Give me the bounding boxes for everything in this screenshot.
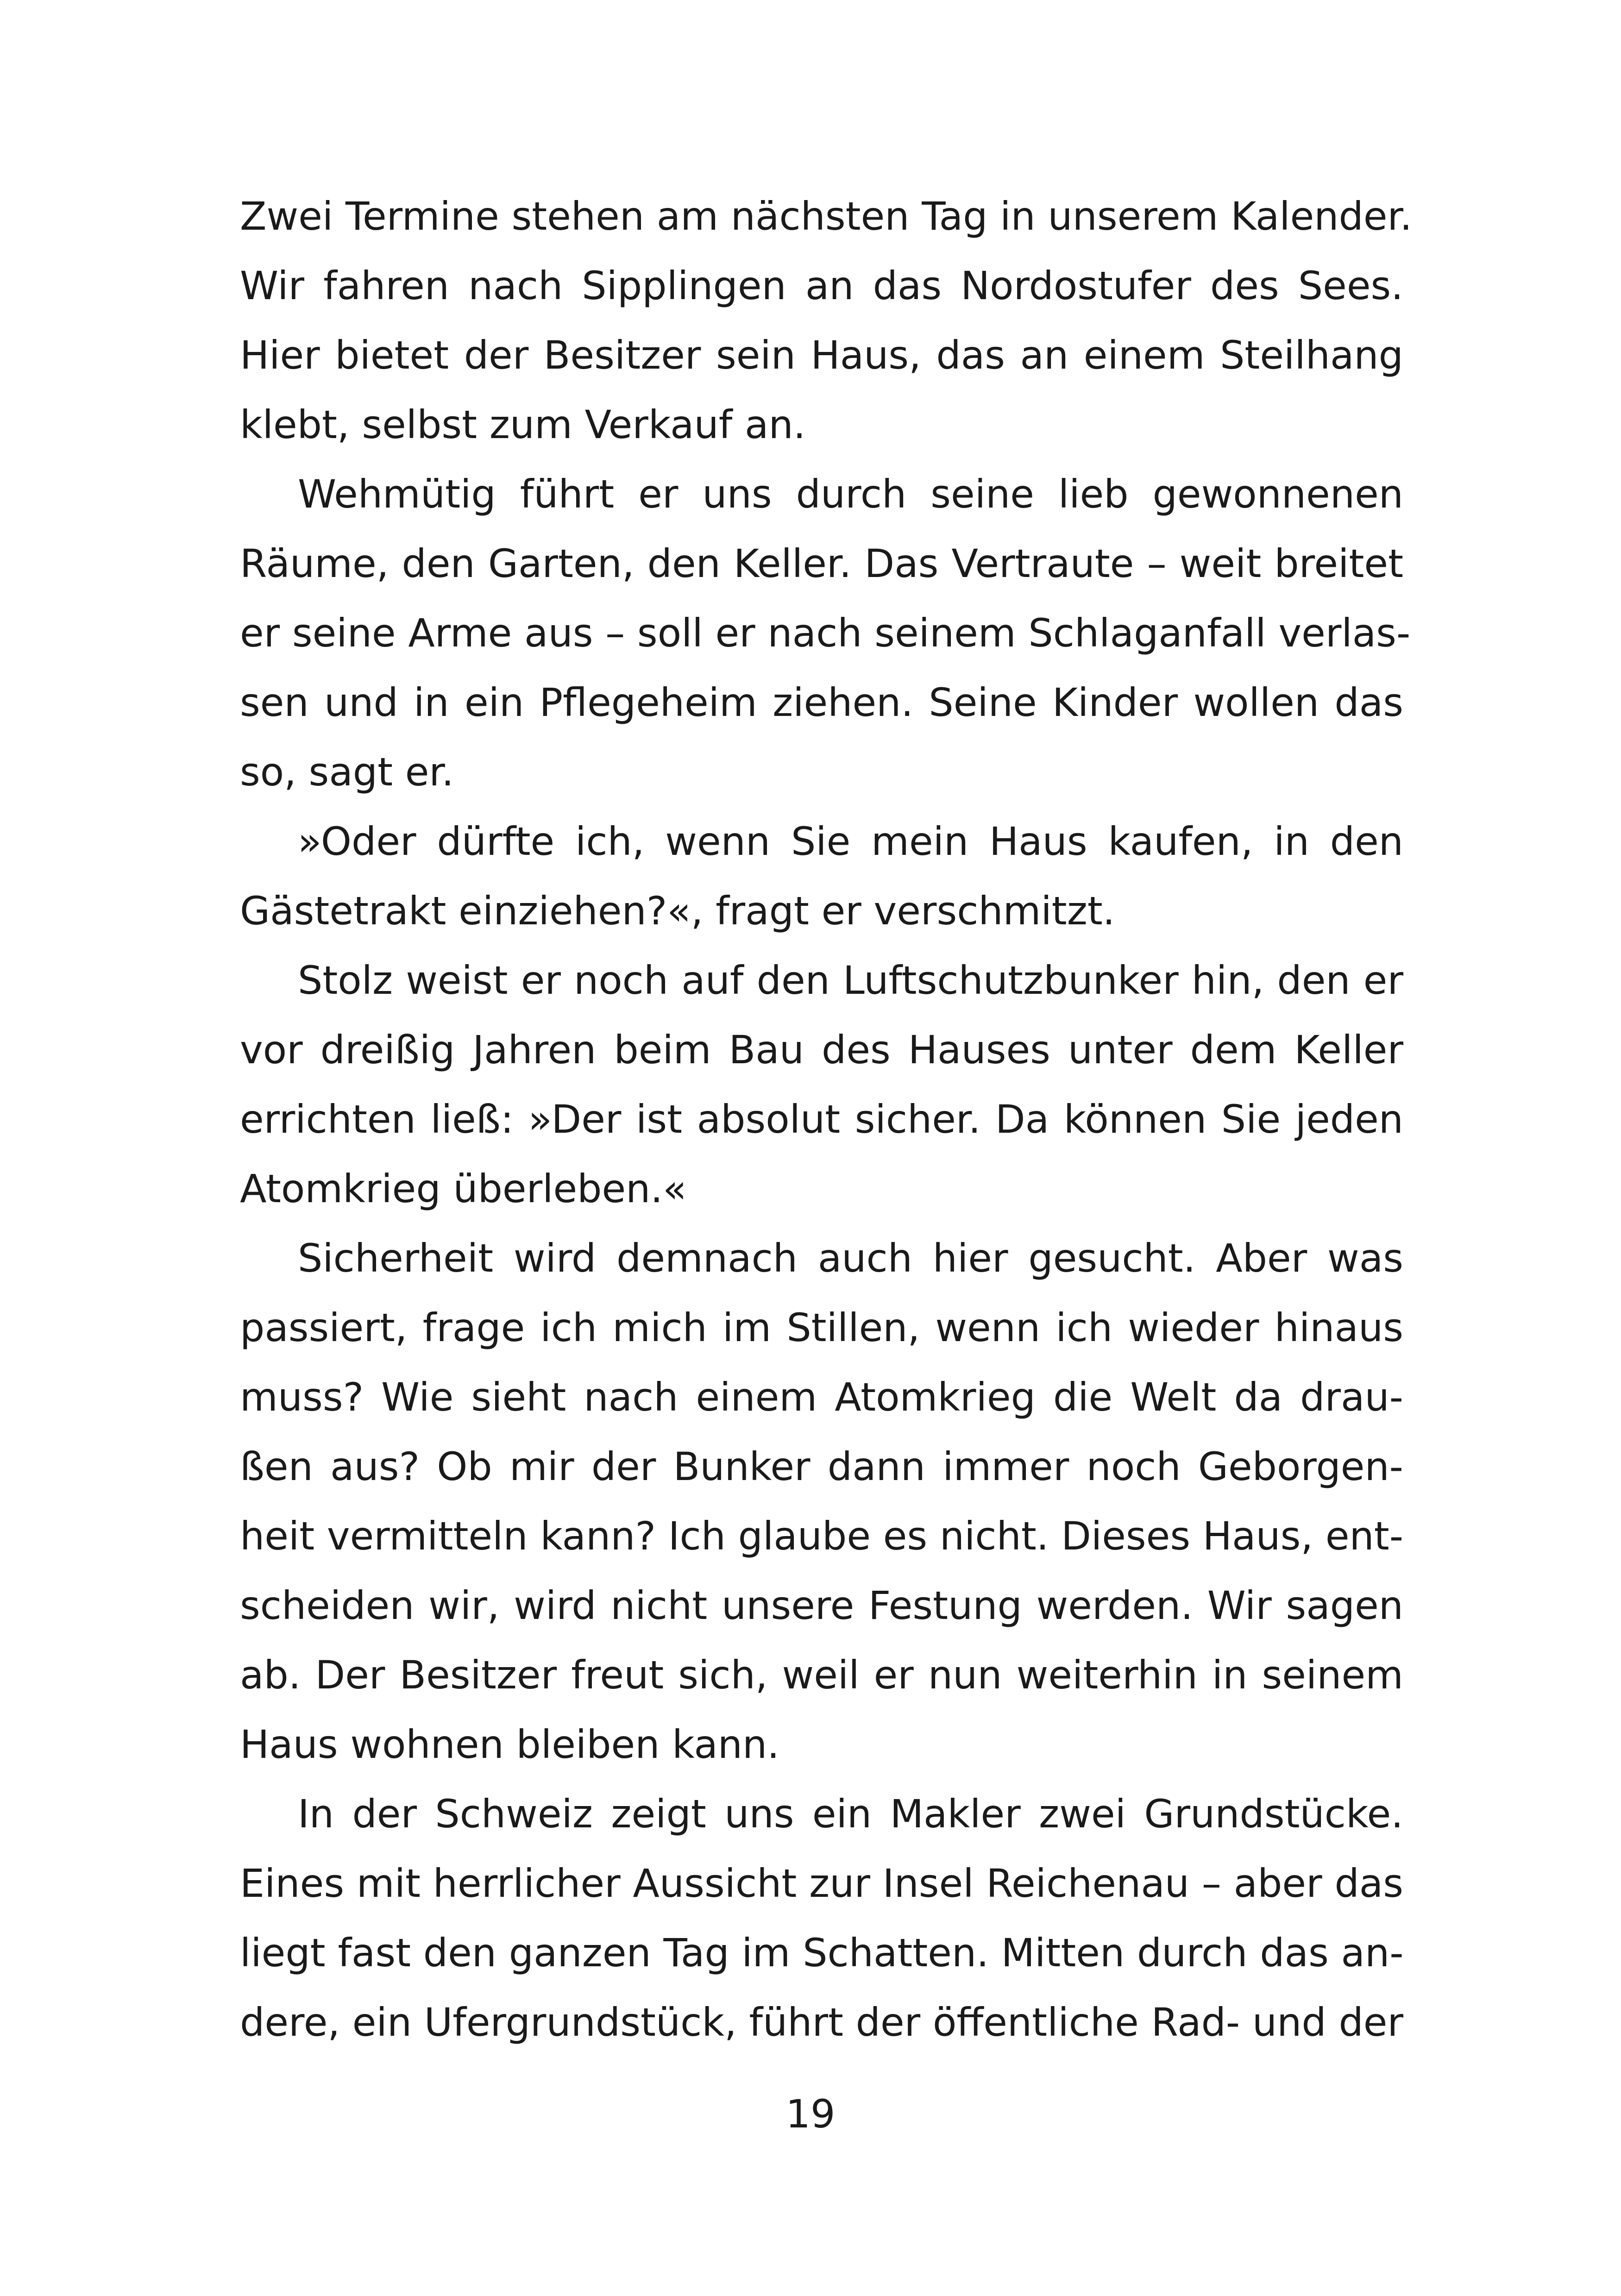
text-line: vor dreißig Jahren beim Bau des Hauses unter dem Keller [240,1027,1403,1073]
text-line: liegt fast den ganzen Tag im Schatten. Mitten durch das an- [240,1930,1404,1976]
text-line: klebt, selbst zum Verkauf an. [240,402,806,447]
text-line: Sicherheit wird demnach auch hier gesucht. Aber was [298,1236,1403,1281]
text-line: Hier bietet der Besitzer sein Haus, das an einem Steilhang [240,332,1403,378]
text-line: errichten ließ: »Der ist absolut sicher. Da können Sie jeden [240,1097,1403,1142]
paragraph [240,182,1413,459]
text-line: er seine Arme aus – soll er nach seinem Schlaganfall verlas- [240,610,1411,656]
text-line: so, sagt er. [240,749,454,795]
text-line: »Oder dürfte ich, wenn Sie mein Haus kaufen, in den [298,819,1403,864]
text-line: Wir fahren nach Sipplingen an das Nordostufer des Sees. [240,263,1403,308]
text-line: dere, ein Ufergrundstück, führt der öffentliche Rad- und der [240,2000,1403,2045]
text-line: Wehmütig führt er uns durch seine lieb gewonnenen [298,471,1403,517]
text-line: sen und in ein Pflegeheim ziehen. Seine Kinder wollen das [240,680,1403,725]
text-line: Räume, den Garten, den Keller. Das Vertraute – weit breitet [240,541,1403,586]
paragraph [240,1223,1403,1779]
text-line: scheiden wir, wird nicht unsere Festung werden. Wir sagen [240,1583,1403,1628]
paragraph [240,946,1403,1223]
text-line: passiert, frage ich mich im Stillen, wenn ich wieder hinaus [240,1305,1403,1350]
paragraph [240,807,1403,946]
text-line: In der Schweiz zeigt uns ein Makler zwei Grundstücke. [298,1791,1403,1837]
text-line: ab. Der Besitzer freut sich, weil er nun weiterhin in seinem [240,1652,1403,1698]
text-line: Haus wohnen bleiben kann. [240,1722,779,1767]
text-line: Gästetrakt einziehen?«, fragt er verschmitzt. [240,888,1115,934]
text-line: Stolz weist er noch auf den Luftschutzbunker hin, den er [298,958,1403,1003]
paragraph [240,1779,1403,2057]
text-line: Eines mit herrlicher Aussicht zur Insel Reichenau – aber das [240,1861,1403,1906]
body-text [240,182,1413,2057]
text-line: ßen aus? Ob mir der Bunker dann immer noch Geborgen- [240,1444,1403,1489]
page-number: 19 [785,2091,836,2137]
text-line: muss? Wie sieht nach einem Atomkrieg die Welt da drau- [240,1374,1403,1420]
text-line: heit vermitteln kann? Ich glaube es nicht. Dieses Haus, ent- [240,1513,1404,1559]
text-line: Atomkrieg überleben.« [240,1166,687,1211]
text-line: Zwei Termine stehen am nächsten Tag in unserem Kalender. [240,194,1413,239]
paragraph [240,459,1411,807]
